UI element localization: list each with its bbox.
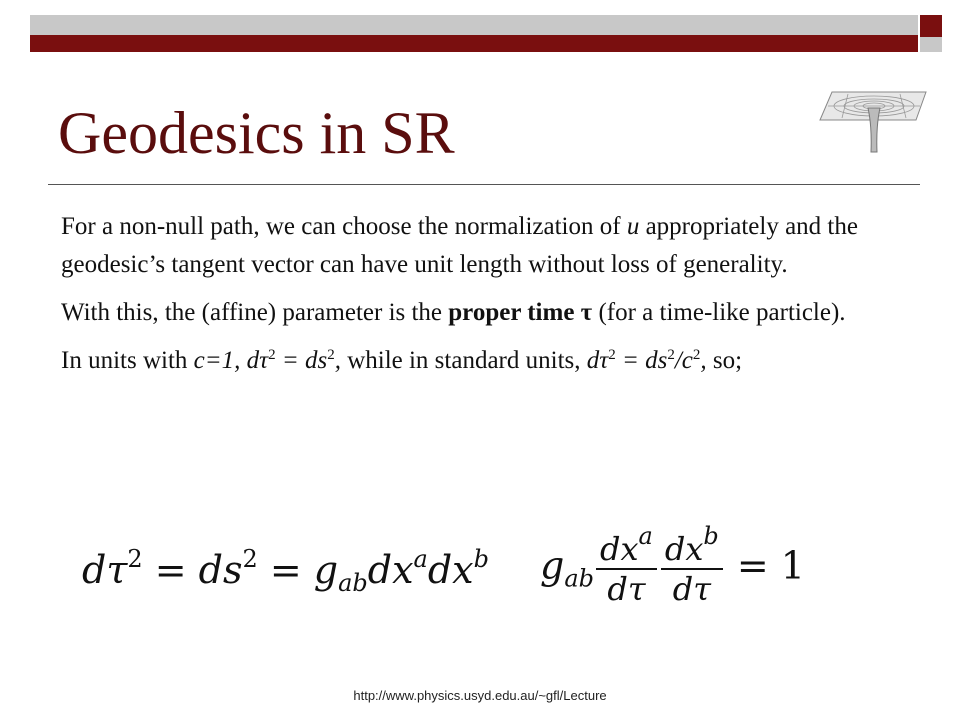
wormhole-icon	[818, 86, 930, 156]
corner-red-square	[920, 15, 942, 37]
paragraph-proper-time: With this, the (affine) parameter is the proper time τ (for a time-like particle).	[61, 299, 846, 326]
slide-title: Geodesics in SR	[58, 100, 455, 166]
slide-body	[61, 208, 921, 390]
top-gray-bar	[30, 15, 918, 35]
equation-interval: $d\tau^2 = ds^2 = g_{ab}dx^adx^b$	[82, 545, 489, 597]
title-divider	[48, 184, 920, 185]
fraction-dxa-dtau: $\frac{dx^a}{d\tau}$	[596, 530, 657, 608]
fraction-dxb-dtau: $\frac{dx^b}{d\tau}$	[661, 530, 723, 608]
corner-gray-square	[920, 37, 942, 52]
paragraph-normalization: For a non-null path, we can choose the normalization of u appropriately and the geodesic’s tangent vector can have unit length without loss of generality.	[61, 213, 858, 278]
top-red-bar	[30, 35, 918, 52]
footer-url: http://www.physics.usyd.edu.au/~gfl/Lecture	[353, 688, 607, 703]
paragraph-units: In units with c=1, $d\tau^2 = ds^2$, while in standard units, $d\tau^2 = ds^2/c^2$, so;	[61, 347, 743, 374]
header-bars	[30, 15, 942, 39]
equation-normalization: $g_{ab}$ $\frac{dx^a}{d\tau}$ $\frac{dx^b}{d\tau}$ = 1	[540, 522, 805, 608]
